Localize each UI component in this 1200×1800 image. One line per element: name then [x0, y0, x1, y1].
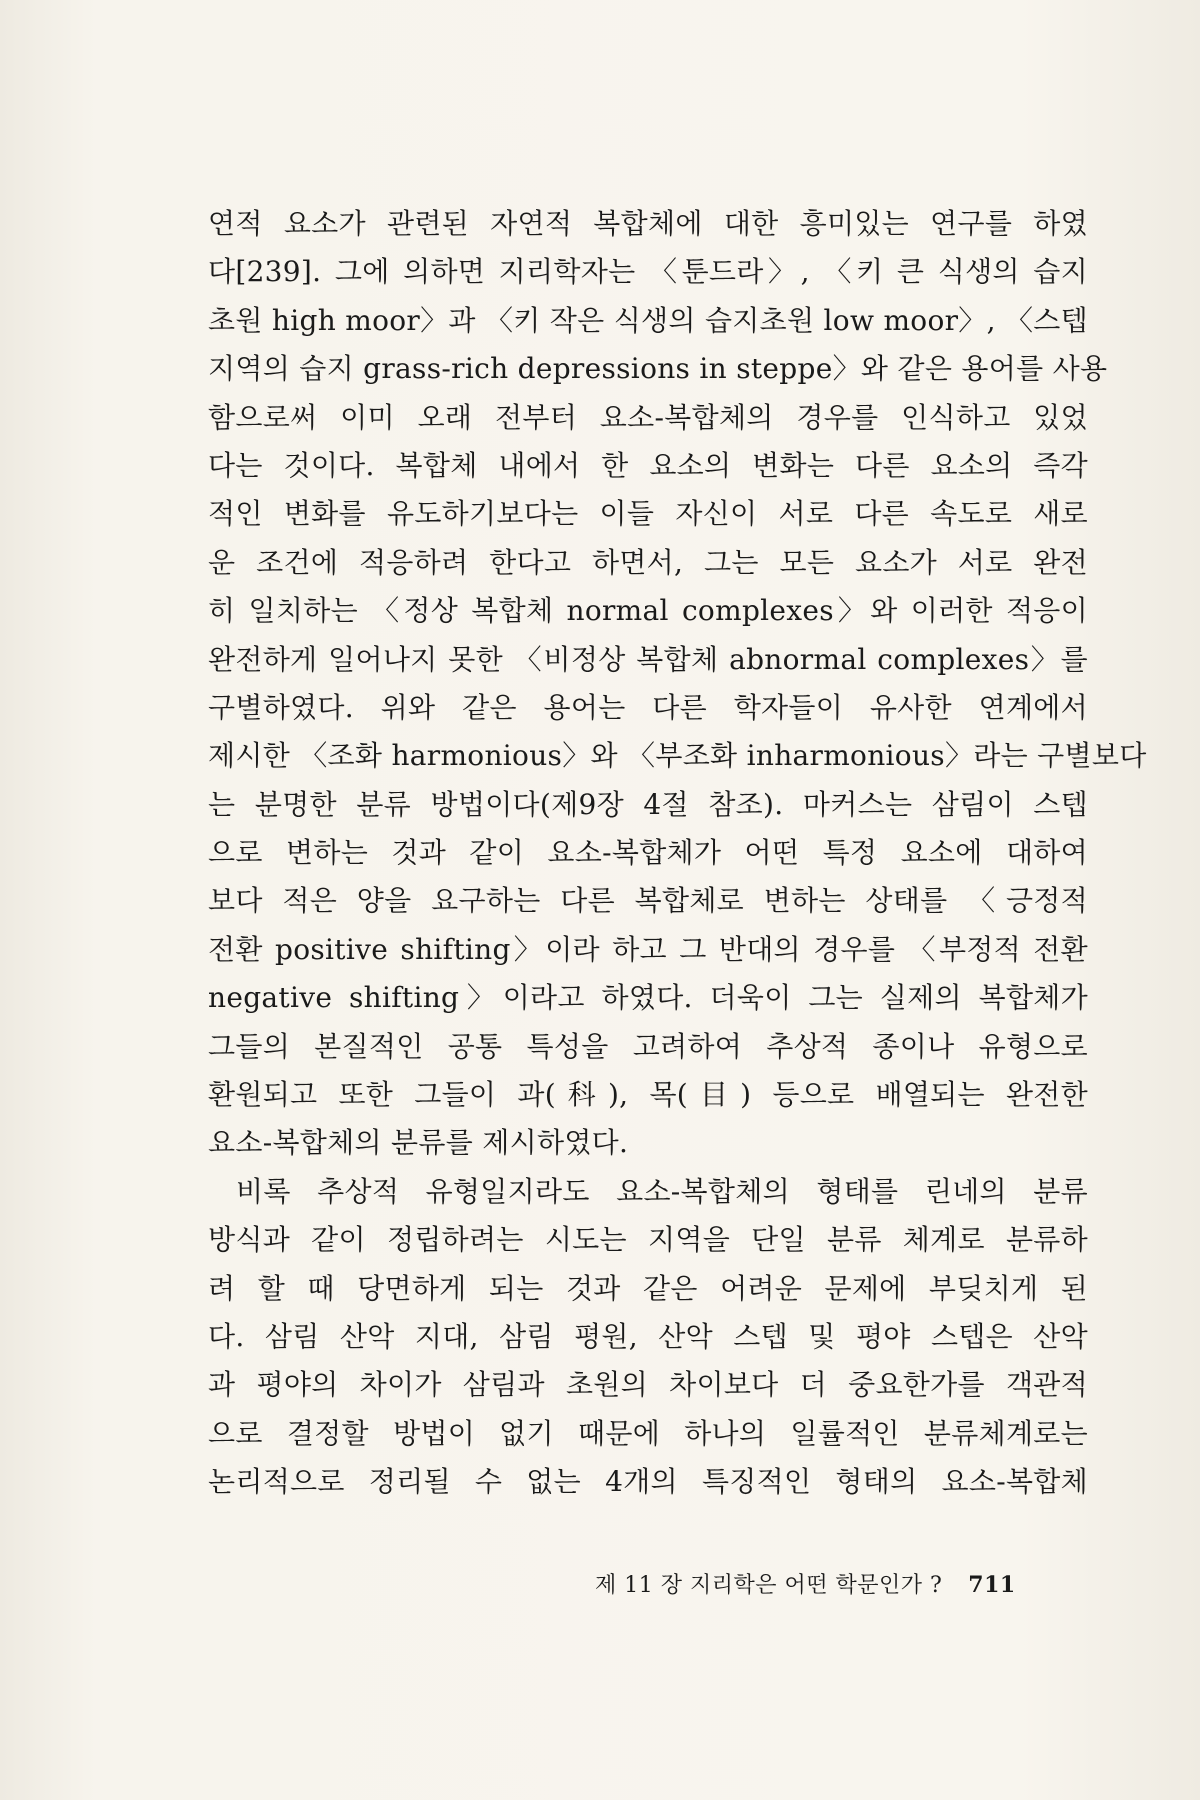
page-footer [595, 1568, 1016, 1599]
text-line: 과 평야의 차이가 삼림과 초원의 차이보다 더 중요한가를 객관적 [208, 1368, 1088, 1402]
text-line: 제시한 〈조화 harmonious〉와 〈부조화 inharmonious〉라는 구별보다 [208, 739, 1147, 773]
text-line: 적인 변화를 유도하기보다는 이들 자신이 서로 다른 속도로 새로 [208, 497, 1088, 531]
running-chapter-title: 제 11 장 지리학은 어떤 학문인가 ? [595, 1573, 943, 1598]
text-line: 운 조건에 적응하려 한다고 하면서, 그는 모든 요소가 서로 완전 [208, 545, 1088, 579]
text-line: 방식과 같이 정립하려는 시도는 지역을 단일 분류 체계로 분류하 [208, 1223, 1088, 1257]
text-line: 다는 것이다. 복합체 내에서 한 요소의 변화는 다른 요소의 즉각 [208, 448, 1088, 482]
text-line: 초원 high moor〉과 〈키 작은 식생의 습지초원 low moor〉, 〈스텝 [208, 303, 1088, 337]
text-line-paragraph-start: 비록 추상적 유형일지라도 요소-복합체의 형태를 린네의 분류 [236, 1174, 1088, 1208]
text-line-paragraph-end: 요소-복합체의 분류를 제시하였다. [208, 1126, 629, 1160]
text-line: 으로 변하는 것과 같이 요소-복합체가 어떤 특정 요소에 대하여 [208, 836, 1088, 870]
text-line: 다[239]. 그에 의하면 지리학자는 〈툰드라〉, 〈키 큰 식생의 습지 [208, 255, 1088, 289]
text-line: 다. 삼림 산악 지대, 삼림 평원, 산악 스텝 및 평야 스텝은 산악 [208, 1319, 1088, 1353]
text-line: 그들의 본질적인 공통 특성을 고려하여 추상적 종이나 유형으로 [208, 1029, 1088, 1063]
text-line: 히 일치하는 〈정상 복합체 normal complexes〉와 이러한 적응이 [208, 594, 1088, 628]
text-line: 논리적으로 정리될 수 없는 4개의 특징적인 형태의 요소-복합체 [208, 1465, 1088, 1499]
text-line: 전환 positive shifting〉이라 하고 그 반대의 경우를 〈부정적 전환 [208, 932, 1088, 966]
text-line: 연적 요소가 관련된 자연적 복합체에 대한 흥미있는 연구를 하였 [208, 207, 1088, 240]
text-line: 보다 적은 양을 요구하는 다른 복합체로 변하는 상태를 〈긍정적 [208, 884, 1088, 918]
text-line: 함으로써 이미 오래 전부터 요소-복합체의 경우를 인식하고 있었 [208, 400, 1088, 434]
page-number: 711 [968, 1572, 1016, 1598]
text-line: 으로 결정할 방법이 없기 때문에 하나의 일률적인 분류체계로는 [208, 1416, 1088, 1450]
text-line: 려 할 때 당면하게 되는 것과 같은 어려운 문제에 부딪치게 된 [208, 1271, 1088, 1305]
text-line: negative shifting〉이라고 하였다. 더욱이 그는 실제의 복합체가 [208, 981, 1088, 1015]
text-line: 구별하였다. 위와 같은 용어는 다른 학자들이 유사한 연계에서 [208, 690, 1088, 724]
text-line: 지역의 습지 grass-rich depressions in steppe〉와 같은 용어를 사용 [208, 352, 1108, 386]
text-line: 완전하게 일어나지 못한 〈비정상 복합체 abnormal complexes〉를 [208, 642, 1088, 676]
text-line: 환원되고 또한 그들이 과(科), 목(目) 등으로 배열되는 완전한 [208, 1078, 1088, 1112]
body-text [208, 200, 1147, 1507]
text-line: 는 분명한 분류 방법이다(제9장 4절 참조). 마커스는 삼림이 스텝 [208, 787, 1088, 821]
